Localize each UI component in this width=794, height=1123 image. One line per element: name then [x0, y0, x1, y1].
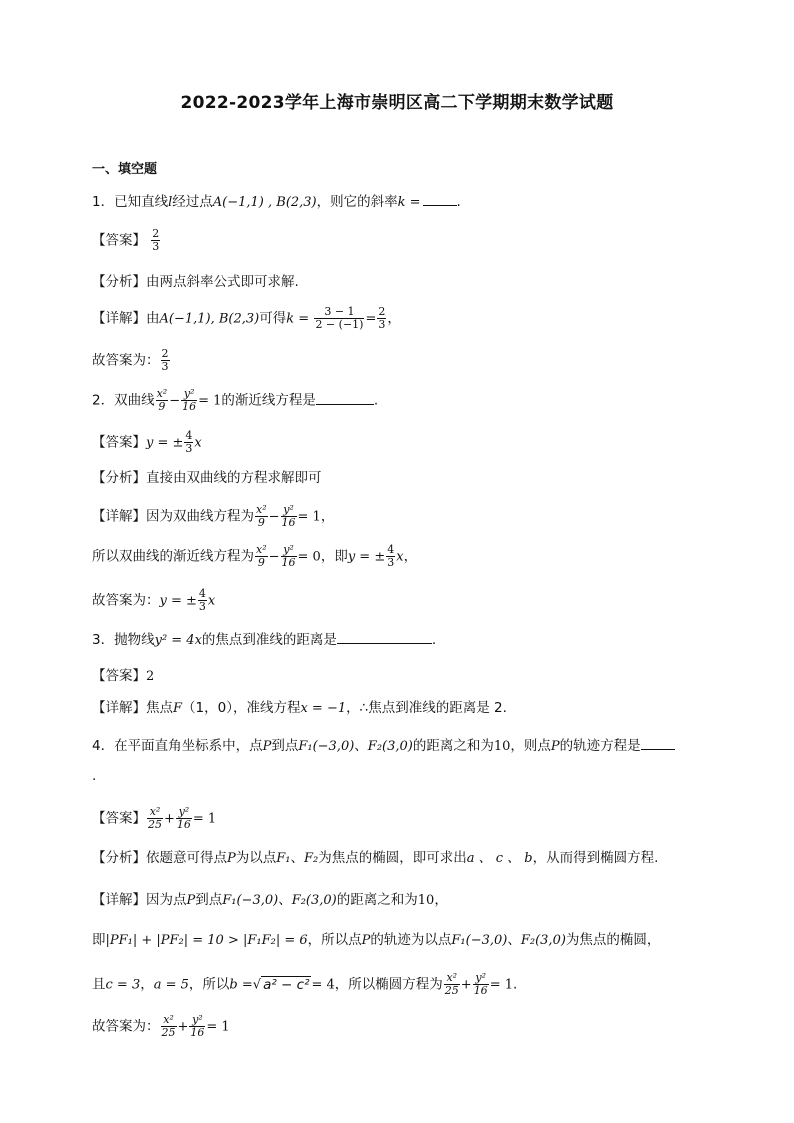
detail-text: 的距离之和为: [336, 892, 418, 908]
q4-text: 的距离之和为: [412, 738, 494, 754]
minus: −: [268, 549, 280, 565]
q1-k: k =: [397, 195, 421, 210]
detail-text: 的轨迹为以点: [370, 932, 452, 948]
detail-text: 所以双曲线的渐近线方程为: [92, 548, 254, 565]
q3-answer: [92, 666, 154, 687]
answer-x: x: [194, 435, 202, 451]
detail-text: 到点: [195, 892, 223, 908]
question-3: [92, 630, 436, 651]
fraction: [314, 306, 364, 331]
detail-x: x: [396, 549, 404, 565]
q1-tail: .: [456, 194, 461, 210]
detail-tail: ，: [387, 310, 401, 327]
frac-den: 16: [281, 516, 296, 529]
frac-num: x²: [161, 1014, 177, 1027]
frac-den: 3: [152, 240, 160, 253]
fraction: [184, 430, 193, 455]
equals: = 1: [198, 393, 222, 409]
point-P: P: [550, 739, 560, 754]
frac-num: 2: [152, 227, 160, 240]
detail-k: k =: [286, 311, 310, 327]
fraction: [281, 504, 297, 529]
b-value: = 4: [311, 977, 335, 993]
a-value: a = 5: [153, 977, 189, 993]
frac-num: x²: [444, 972, 460, 985]
detail-tail: ，: [320, 508, 335, 525]
frac-num: 4: [198, 587, 206, 600]
frac-den: 3: [387, 556, 395, 569]
answer-label: 【答案】: [92, 232, 146, 249]
frac-den: 9: [158, 400, 166, 413]
detail-text: ，所以点: [307, 932, 362, 948]
answer-label: 【答案】: [92, 668, 146, 684]
frac-den: 16: [182, 400, 197, 413]
frac-den: 9: [257, 556, 265, 569]
q2-detail-2: [92, 544, 417, 569]
focus-F2: F₂(3,0): [520, 933, 566, 948]
final-y: y = ±: [159, 593, 197, 609]
detail-text: 焦点: [146, 700, 173, 716]
question-number: 2．: [92, 392, 115, 409]
detail-label: 【详解】: [92, 700, 146, 716]
focus-F2: F₂(3,0): [291, 893, 337, 908]
fraction: [255, 544, 268, 569]
frac-num: x²: [256, 543, 267, 556]
analysis-text: ，从而得到椭圆方程.: [532, 850, 659, 866]
distance-sum: 10: [493, 739, 511, 754]
answer-y: y = ±: [146, 435, 184, 451]
detail-label: 【详解】: [92, 892, 146, 908]
question-4: [92, 736, 675, 757]
q4-text: 、: [354, 738, 368, 754]
page-title: 2022-2023学年上海市崇明区高二下学期期末数学试题: [180, 93, 614, 113]
plus: +: [164, 811, 175, 827]
fraction: [255, 504, 268, 529]
equals: = 1: [192, 811, 217, 827]
analysis-text: 、: [290, 850, 304, 866]
fraction: [156, 388, 169, 413]
equals: = 1: [297, 509, 321, 525]
focus-F2: F₂: [303, 851, 319, 866]
q4-text: 在平面直角坐标系中，点: [114, 738, 263, 754]
final-label: 故答案为：: [92, 352, 160, 369]
frac-num: y²: [473, 972, 489, 985]
detail-text: （1，0），准线方程: [182, 700, 301, 716]
detail-tail: ，: [403, 548, 418, 565]
frac-den: 2 − (−1): [315, 318, 364, 331]
sqrt-icon: √: [252, 977, 262, 993]
frac-den: 25: [444, 984, 459, 997]
q4-text: 的轨迹方程是: [559, 738, 641, 754]
plus: +: [460, 977, 472, 993]
fraction: [176, 806, 192, 831]
frac-den: 25: [161, 1026, 176, 1039]
detail-text: ，所以: [188, 976, 230, 993]
plus: +: [177, 1019, 189, 1035]
focus-F1: F₁(−3,0): [451, 933, 508, 948]
q1-final: [92, 348, 171, 373]
point-P: P: [361, 933, 371, 948]
equals: = 1: [489, 977, 513, 993]
analysis-label: 【分析】: [92, 850, 146, 866]
minus: −: [169, 393, 181, 409]
answer-blank: [337, 631, 432, 644]
frac-num: 2: [161, 347, 169, 360]
fraction: [473, 972, 489, 997]
question-number: 3．: [92, 632, 115, 648]
analysis-label: 【分析】: [92, 274, 146, 290]
frac-num: y²: [189, 1014, 205, 1027]
point-P: P: [262, 739, 272, 754]
distance-sum: 10: [417, 893, 435, 908]
fraction: [281, 544, 297, 569]
focus-F: F: [173, 701, 183, 716]
fraction: [181, 388, 197, 413]
frac-den: 16: [473, 984, 488, 997]
q2-text: 双曲线: [114, 392, 155, 409]
final-label: 故答案为：: [92, 592, 160, 609]
q1-text: 经过点: [172, 194, 213, 210]
b-eq: b =: [229, 977, 253, 993]
frac-num: x²: [256, 503, 267, 516]
frac-num: 2: [378, 305, 386, 318]
detail-text: 、: [507, 932, 521, 948]
frac-num: 4: [387, 543, 395, 556]
frac-num: x²: [156, 387, 168, 400]
q2-analysis: [92, 468, 322, 488]
sqrt-body: a² − c²: [263, 976, 310, 993]
answer-blank: [423, 193, 457, 206]
q4-analysis: [92, 848, 658, 869]
q2-answer: [92, 430, 202, 455]
q4-detail-2: [92, 930, 660, 951]
fraction: [377, 306, 386, 331]
analysis-label: 【分析】: [92, 470, 146, 486]
detail-text: 因为双曲线方程为: [146, 508, 254, 525]
question-1: [92, 192, 461, 213]
frac-den: 16: [281, 556, 296, 569]
answer-value: 2: [146, 669, 155, 684]
fraction: [147, 806, 163, 831]
frac-den: 3: [378, 318, 386, 331]
q3-text: 抛物线: [114, 632, 155, 648]
analysis-text: 由两点斜率公式即可求解.: [146, 274, 299, 290]
q1-text: 已知直线: [114, 194, 169, 210]
fraction: [198, 588, 207, 613]
point-P: P: [227, 851, 236, 866]
fraction: [151, 228, 160, 253]
frac-num: 3 − 1: [314, 306, 364, 319]
analysis-text: 直接由双曲线的方程求解即可: [146, 470, 322, 486]
focus-F1: F₁(−3,0): [222, 893, 279, 908]
q1-answer: [92, 228, 161, 253]
distance-inequality: |PF₁| + |PF₂| = 10 > |F₁F₂| = 6: [105, 933, 308, 948]
frac-den: 25: [148, 818, 162, 831]
q3-text: 的焦点到准线的距离是: [201, 632, 337, 648]
detail-y: y = ±: [347, 549, 386, 565]
detail-text: 即: [92, 932, 106, 948]
frac-den: 16: [176, 818, 191, 831]
fraction: [161, 348, 170, 373]
answer-blank: [316, 392, 374, 405]
fraction: [444, 972, 460, 997]
q4-text: 到点: [271, 738, 299, 754]
q3-tail: .: [431, 632, 437, 648]
analysis-text: 为以点: [235, 850, 277, 866]
detail-text: 为焦点的椭圆，: [565, 932, 661, 948]
detail-text: 由: [146, 310, 160, 327]
fraction: [386, 544, 395, 569]
q1-text: ，则它的斜率: [316, 194, 398, 210]
q1-detail: [92, 306, 401, 331]
fraction: [161, 1014, 177, 1039]
answer-blank: [641, 737, 675, 750]
focus-F2: F₂(3,0): [367, 739, 413, 754]
q4-detail: [92, 890, 448, 911]
detail-text: ，所以椭圆方程为: [334, 976, 443, 993]
frac-num: y²: [181, 388, 197, 401]
q2-final: [92, 588, 215, 613]
frac-den: 3: [161, 360, 169, 373]
q1-analysis: [92, 272, 299, 292]
detail-text: 且: [92, 976, 106, 993]
q4-text: ，则点: [510, 738, 551, 754]
frac-den: 16: [190, 1026, 205, 1039]
q4-final: [92, 1014, 230, 1039]
question-number: 4．: [92, 738, 115, 754]
equals: = 0: [297, 549, 321, 565]
q4-tail: .: [92, 768, 97, 784]
detail-points: A(−1,1), B(2,3): [159, 311, 260, 327]
frac-den: 3: [198, 600, 206, 613]
frac-num: x²: [147, 806, 163, 819]
answer-label: 【答案】: [92, 810, 146, 827]
q4-answer: [92, 806, 216, 831]
detail-tail: .: [512, 976, 518, 993]
question-2: [92, 388, 378, 413]
q1-var-l: l: [168, 195, 173, 210]
q1-points: A(−1,1) , B(2,3): [212, 195, 317, 210]
q2-tail: .: [373, 392, 379, 409]
q3-equation: y² = 4x: [154, 633, 202, 648]
detail-text: ，∴焦点到准线的距离是 2.: [346, 700, 507, 716]
answer-label: 【答案】: [92, 434, 146, 451]
final-label: 故答案为：: [92, 1018, 160, 1035]
directrix-eq: x = −1: [300, 701, 347, 716]
abc-vars: a 、 c 、 b: [466, 851, 533, 866]
q3-detail: [92, 698, 507, 719]
final-x: x: [207, 593, 216, 609]
frac-num: y²: [281, 544, 297, 557]
fraction: [189, 1014, 205, 1039]
point-P: P: [186, 893, 196, 908]
minus: −: [268, 509, 280, 525]
frac-den: 3: [185, 442, 193, 455]
question-number: 1．: [92, 194, 115, 210]
focus-F1: F₁(−3,0): [298, 739, 355, 754]
q2-text: 的渐近线方程是: [221, 392, 316, 409]
frac-num: y²: [281, 504, 297, 517]
equals: = 1: [206, 1019, 230, 1035]
q2-detail: [92, 504, 334, 529]
frac-num: y²: [176, 806, 192, 819]
section-heading: 一、填空题: [92, 162, 158, 177]
frac-den: 9: [257, 516, 265, 529]
focus-F1: F₁: [276, 851, 291, 866]
detail-text: ，即: [320, 548, 348, 565]
detail-label: 【详解】: [92, 310, 146, 327]
analysis-text: 为焦点的椭圆，即可求出: [318, 850, 467, 866]
c-value: c = 3: [105, 977, 141, 993]
detail-tail: ，: [434, 892, 448, 908]
detail-text: ，: [140, 976, 154, 993]
detail-text: 、: [278, 892, 292, 908]
equals: =: [365, 311, 377, 327]
analysis-text: 依题意可得点: [146, 850, 227, 866]
frac-num: 4: [185, 429, 193, 442]
detail-label: 【详解】: [92, 508, 146, 525]
detail-text: 因为点: [146, 892, 187, 908]
q4-detail-3: [92, 972, 517, 997]
detail-text: 可得: [259, 310, 287, 327]
